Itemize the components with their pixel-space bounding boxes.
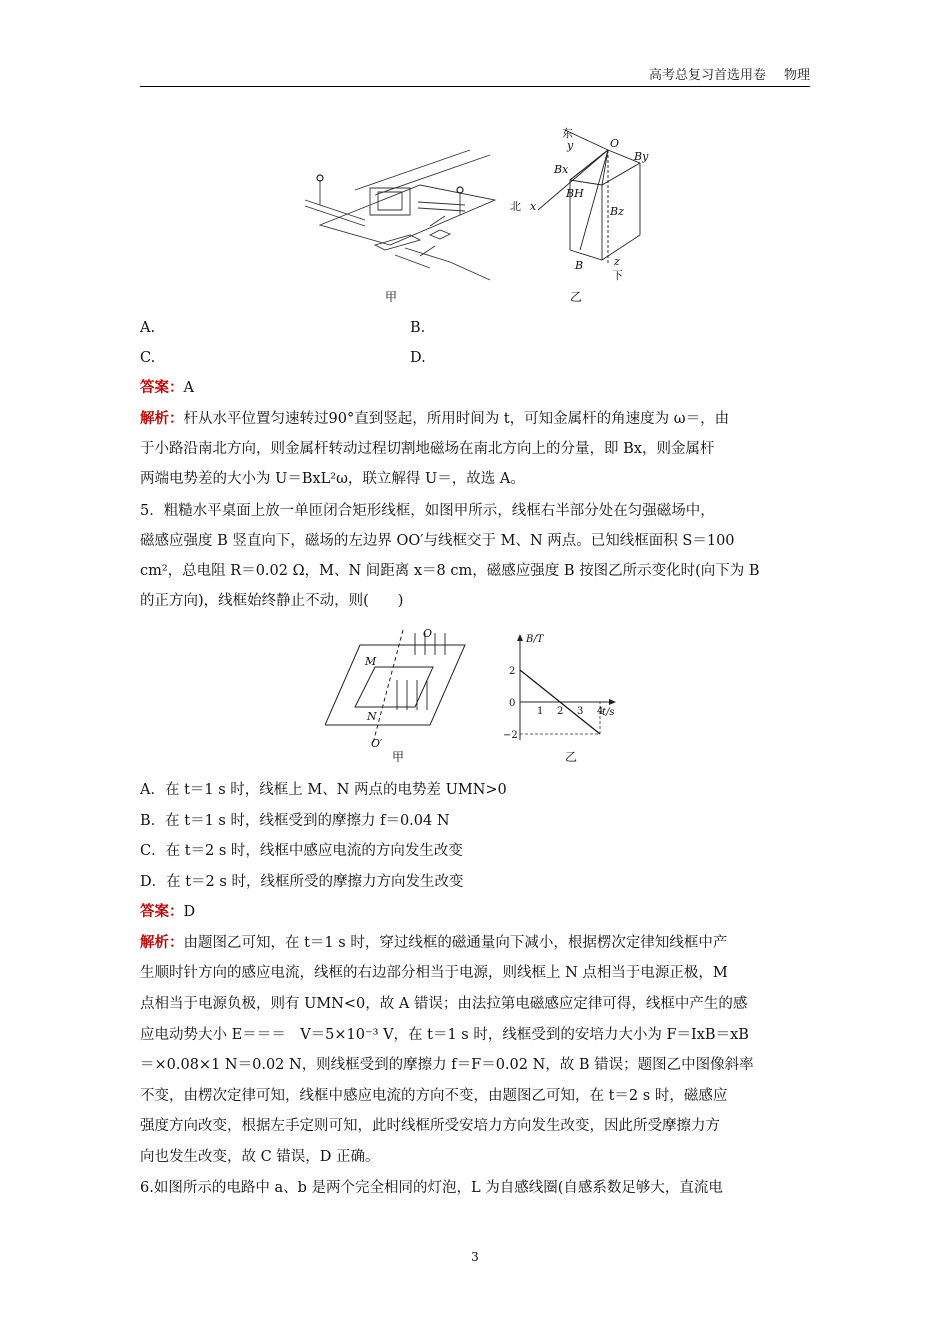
analysis-5-line-1: 解析：由题图乙可知，在 t＝1 s 时，穿过线框的磁通量向下减小，根据楞次定律知线框中产: [140, 934, 728, 951]
analysis-5-line-2: 生顺时针方向的感应电流，线框的右边部分相当于电源，则线框上 N 点相当于电源正极，M: [140, 965, 728, 981]
figure-1-left: [300, 130, 500, 285]
fig1-label-BH: BH: [566, 187, 584, 200]
figure-1-right-caption: 乙: [570, 290, 583, 304]
analysis-5-line-3: 点相当于电源负极，则有 UMN<0，故 A 错误；由法拉第电磁感应定律可得，线框中产生的感: [140, 996, 748, 1012]
chart-xtick-2: 2: [557, 706, 564, 717]
figure-2-chart: [500, 630, 625, 745]
fig1-label-east: 东: [562, 127, 573, 140]
question-5-line-4: 的正方向)，线框始终静止不动，则( ): [140, 593, 404, 609]
answer-4-value: A: [183, 380, 194, 396]
chart-x-label: t/s: [602, 707, 615, 718]
fig1-label-north: 北: [510, 200, 521, 213]
header-rule: [140, 86, 810, 87]
analysis-5-line-4: 应电动势大小 E＝＝＝ V＝5×10⁻³ V，在 t＝1 s 时，线框受到的安培力大小为 F＝IxB＝xB: [140, 1027, 749, 1043]
fig2-label-O: O: [423, 627, 433, 640]
header-subject: 物理: [783, 68, 810, 83]
question-5-line-3: cm²，总电阻 R＝0.02 Ω，M、N 间距离 x＝8 cm，磁感应强度 B 按图乙所示变化时(向下为 B: [140, 563, 760, 579]
analysis-5-line-8: 向也发生改变，故 C 错误，D 正确。: [140, 1149, 380, 1165]
analysis-4-line-1: 解析：杆从水平位置匀速转过90°直到竖起，所用时间为 t，可知金属杆的角速度为 ω＝，由: [140, 410, 730, 427]
analysis-5-line-6: 不变，由楞次定律可知，线框中感应电流的方向不变，由题图乙可知，在 t＝2 s 时，磁感应: [140, 1088, 728, 1104]
option-4b: B.: [410, 320, 426, 336]
fig1-label-y: y: [567, 139, 574, 152]
analysis-4-label: 解析：: [140, 410, 184, 427]
analysis-5-line-5: ＝×0.08×1 N＝0.02 N，则线框受到的摩擦力 f＝F＝0.02 N，故 B 错误；题图乙中图像斜率: [140, 1057, 754, 1073]
option-5a: A．在 t＝1 s 时，线框上 M、N 两点的电势差 UMN>0: [140, 782, 507, 798]
option-5d: D．在 t＝2 s 时，线框所受的摩擦力方向发生改变: [140, 874, 464, 890]
answer-4-label: 答案：: [140, 379, 184, 396]
fig1-label-By: By: [634, 150, 649, 163]
chart-ytick-neg2: −2: [503, 730, 518, 741]
figure-1-right: [510, 125, 670, 285]
page-number: 3: [471, 1250, 479, 1264]
option-5c: C．在 t＝2 s 时，线框中感应电流的方向发生改变: [140, 843, 463, 859]
fig1-label-Bz: Bz: [610, 205, 624, 218]
fig1-label-x: x: [530, 200, 537, 213]
analysis-4-line-2: 于小路沿南北方向，则金属杆转动过程切割地磁场在南北方向上的分量，即 Bx，则金属杆: [140, 441, 715, 457]
question-5-line-2: 磁感应强度 B 竖直向下，磁场的左边界 OO′与线框交于 M、N 两点。已知线框面积 S＝100: [140, 533, 735, 549]
chart-xtick-4: 4: [597, 706, 604, 717]
answer-5-label: 答案：: [140, 903, 184, 920]
chart-ytick-0: 0: [509, 698, 516, 709]
chart-xtick-3: 3: [577, 706, 584, 717]
question-6-line-1: 6.如图所示的电路中 a、b 是两个完全相同的灯泡，L 为自感线圈(自感系数足够大，直流电: [140, 1180, 723, 1196]
fig1-label-z: z: [614, 255, 620, 268]
answer-5: [140, 902, 195, 922]
figure-2-left: [325, 625, 475, 750]
figure-1-left-caption: 甲: [385, 290, 398, 304]
fig1-label-O: O: [610, 137, 620, 150]
chart-ytick-2: 2: [509, 666, 516, 677]
header-title: 高考总复习首选用卷: [648, 68, 766, 83]
chart-xtick-1: 1: [537, 706, 544, 717]
option-4d: D.: [410, 350, 426, 366]
option-5b: B．在 t＝1 s 时，线框受到的摩擦力 f＝0.04 N: [140, 813, 450, 829]
figure-2-left-caption: 甲: [392, 750, 405, 764]
option-4a: A.: [140, 320, 156, 336]
fig2-label-N: N: [367, 710, 377, 723]
fig1-label-down: 下: [612, 269, 623, 282]
figure-2-right-caption: 乙: [565, 750, 578, 764]
fig2-label-Op: O′: [371, 737, 383, 750]
analysis-5-label: 解析：: [140, 934, 184, 951]
question-5-line-1: 5．粗糙水平桌面上放一单匝闭合矩形线框，如图甲所示，线框右半部分处在匀强磁场中，: [140, 503, 715, 519]
answer-4: [140, 378, 194, 398]
fig1-label-B: B: [575, 259, 584, 272]
analysis-5-line-7: 强度方向改变，根据左手定则可知，此时线框所受安培力方向发生改变，因此所受摩擦力方: [140, 1118, 720, 1134]
page-header: [649, 64, 810, 83]
option-4c: C.: [140, 350, 156, 366]
answer-5-value: D: [183, 904, 196, 920]
fig1-label-Bx: Bx: [554, 163, 569, 176]
chart-y-label: B/T: [526, 634, 544, 645]
analysis-4-line-3: 两端电势差的大小为 U＝BxL²ω，联立解得 U＝，故选 A。: [140, 471, 525, 487]
fig2-label-M: M: [365, 655, 377, 668]
